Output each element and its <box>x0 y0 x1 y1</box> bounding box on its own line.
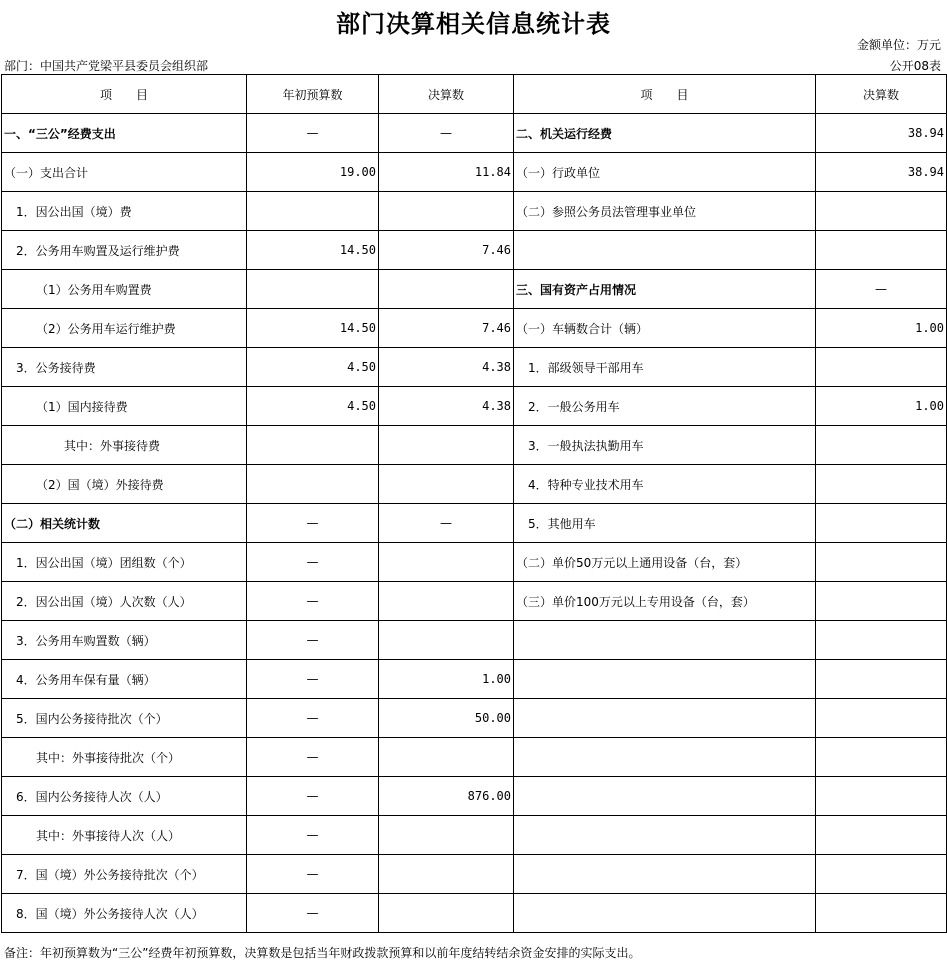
row-item-left: （1）公务用车购置费 <box>2 270 247 309</box>
row-final-right-value: 1.00 <box>816 309 947 348</box>
row-final-right-value <box>816 192 947 231</box>
row-item-left: 其中：外事接待费 <box>2 426 247 465</box>
table-row <box>2 582 947 621</box>
row-item-left: （二）相关统计数 <box>2 504 247 543</box>
table-row <box>2 387 947 426</box>
table-row <box>2 426 947 465</box>
table-row <box>2 894 947 933</box>
row-final-value <box>379 192 514 231</box>
row-final-value <box>379 465 514 504</box>
row-item-right <box>514 699 816 738</box>
row-budget-value: — <box>247 660 379 699</box>
row-final-value <box>379 426 514 465</box>
row-item-right: （一）行政单位 <box>514 153 816 192</box>
row-final-right-value <box>816 231 947 270</box>
row-budget-value: — <box>247 894 379 933</box>
row-final-right-value <box>816 738 947 777</box>
table-row <box>2 114 947 153</box>
row-item-right: （二）参照公务员法管理事业单位 <box>514 192 816 231</box>
row-item-left: 6．国内公务接待人次（人） <box>2 777 247 816</box>
row-final-value <box>379 855 514 894</box>
table-row <box>2 270 947 309</box>
row-final-right-value <box>816 855 947 894</box>
row-budget-value <box>247 270 379 309</box>
department-label: 部门：中国共产党梁平县委员会组织部 <box>4 59 209 73</box>
table-row <box>2 543 947 582</box>
row-item-right: 二、机关运行经费 <box>514 114 816 153</box>
table-row <box>2 816 947 855</box>
table-row <box>2 192 947 231</box>
row-final-right-value: 1.00 <box>816 387 947 426</box>
row-final-value <box>379 738 514 777</box>
row-final-value <box>379 270 514 309</box>
amount-unit: 金额单位：万元 <box>856 38 941 52</box>
row-item-left: 1．因公出国（境）团组数（个） <box>2 543 247 582</box>
row-item-right: 3．一般执法执勤用车 <box>514 426 816 465</box>
row-final-right-value <box>816 660 947 699</box>
row-final-value: 1.00 <box>379 660 514 699</box>
row-final-value: 7.46 <box>379 309 514 348</box>
row-final-value: — <box>379 114 514 153</box>
row-item-left: （1）国内接待费 <box>2 387 247 426</box>
row-item-left: 2．公务用车购置及运行维护费 <box>2 231 247 270</box>
row-final-value: 876.00 <box>379 777 514 816</box>
row-budget-value: — <box>247 777 379 816</box>
row-item-left: 其中：外事接待人次（人） <box>2 816 247 855</box>
row-item-left: 5．国内公务接待批次（个） <box>2 699 247 738</box>
row-budget-value: 14.50 <box>247 231 379 270</box>
row-item-left: 3．公务接待费 <box>2 348 247 387</box>
row-final-value: — <box>379 504 514 543</box>
row-final-right-value <box>816 582 947 621</box>
table-row <box>2 348 947 387</box>
table-row <box>2 855 947 894</box>
table-row <box>2 699 947 738</box>
row-item-right <box>514 855 816 894</box>
row-item-left: 3．公务用车购置数（辆） <box>2 621 247 660</box>
row-final-value <box>379 816 514 855</box>
row-final-value <box>379 543 514 582</box>
row-item-left: 8．国（境）外公务接待人次（人） <box>2 894 247 933</box>
row-final-right-value <box>816 621 947 660</box>
row-budget-value: — <box>247 621 379 660</box>
page-title: 部门决算相关信息统计表 <box>336 9 611 38</box>
form-code: 公开08表 <box>889 59 941 73</box>
row-item-left: 7．国（境）外公务接待批次（个） <box>2 855 247 894</box>
row-item-right <box>514 621 816 660</box>
header-item-left: 项 目 <box>2 75 247 114</box>
row-budget-value: — <box>247 504 379 543</box>
row-item-right: 1．部级领导干部用车 <box>514 348 816 387</box>
row-budget-value: 14.50 <box>247 309 379 348</box>
table-row <box>2 465 947 504</box>
row-item-left: （2）公务用车运行维护费 <box>2 309 247 348</box>
row-final-value: 4.38 <box>379 348 514 387</box>
row-final-value: 4.38 <box>379 387 514 426</box>
row-final-value <box>379 582 514 621</box>
row-item-left: 4．公务用车保有量（辆） <box>2 660 247 699</box>
row-item-right: 2．一般公务用车 <box>514 387 816 426</box>
header-budget: 年初预算数 <box>247 75 379 114</box>
row-item-right: 三、国有资产占用情况 <box>514 270 816 309</box>
row-budget-value: — <box>247 738 379 777</box>
row-item-right: （三）单价100万元以上专用设备（台，套） <box>514 582 816 621</box>
row-budget-value <box>247 465 379 504</box>
row-item-left: （一）支出合计 <box>2 153 247 192</box>
row-final-right-value: — <box>816 270 947 309</box>
statistics-table <box>1 74 947 933</box>
table-row <box>2 153 947 192</box>
row-final-right-value <box>816 426 947 465</box>
row-budget-value <box>247 192 379 231</box>
table-row <box>2 738 947 777</box>
table-row <box>2 309 947 348</box>
row-item-left: 1．因公出国（境）费 <box>2 192 247 231</box>
row-item-left: 一、“三公”经费支出 <box>2 114 247 153</box>
row-budget-value: — <box>247 114 379 153</box>
table-row <box>2 504 947 543</box>
row-item-right: 5．其他用车 <box>514 504 816 543</box>
row-final-right-value: 38.94 <box>816 114 947 153</box>
row-item-left: 其中：外事接待批次（个） <box>2 738 247 777</box>
row-final-value: 7.46 <box>379 231 514 270</box>
row-budget-value: — <box>247 543 379 582</box>
table-header-row <box>2 75 947 114</box>
header-item-right: 项 目 <box>514 75 816 114</box>
row-final-value: 11.84 <box>379 153 514 192</box>
row-item-right <box>514 816 816 855</box>
row-item-left: （2）国（境）外接待费 <box>2 465 247 504</box>
row-budget-value: — <box>247 582 379 621</box>
table-row <box>2 231 947 270</box>
header-final-right: 决算数 <box>816 75 947 114</box>
table-row <box>2 660 947 699</box>
row-final-right-value <box>816 699 947 738</box>
row-item-right <box>514 894 816 933</box>
row-final-value <box>379 894 514 933</box>
row-final-right-value <box>816 777 947 816</box>
row-final-right-value <box>816 816 947 855</box>
row-item-right <box>514 777 816 816</box>
row-final-right-value: 38.94 <box>816 153 947 192</box>
table-row <box>2 777 947 816</box>
row-budget-value: — <box>247 816 379 855</box>
row-item-right: （二）单价50万元以上通用设备（台，套） <box>514 543 816 582</box>
row-final-right-value <box>816 504 947 543</box>
row-final-right-value <box>816 465 947 504</box>
header-final: 决算数 <box>379 75 514 114</box>
row-final-right-value <box>816 894 947 933</box>
row-budget-value: 19.00 <box>247 153 379 192</box>
row-item-right <box>514 660 816 699</box>
row-budget-value: 4.50 <box>247 387 379 426</box>
row-budget-value: — <box>247 855 379 894</box>
row-final-value: 50.00 <box>379 699 514 738</box>
row-final-right-value <box>816 543 947 582</box>
row-budget-value: 4.50 <box>247 348 379 387</box>
footnote: 备注：年初预算数为“三公”经费年初预算数，决算数是包括当年财政拨款预算和以前年度结转结余资金安排的实际支出。 <box>4 946 641 960</box>
row-item-right <box>514 231 816 270</box>
row-final-value <box>379 621 514 660</box>
row-item-left: 2．因公出国（境）人次数（人） <box>2 582 247 621</box>
row-budget-value <box>247 426 379 465</box>
row-item-right: （一）车辆数合计（辆） <box>514 309 816 348</box>
row-final-right-value <box>816 348 947 387</box>
table-row <box>2 621 947 660</box>
row-item-right <box>514 738 816 777</box>
row-item-right: 4．特种专业技术用车 <box>514 465 816 504</box>
row-budget-value: — <box>247 699 379 738</box>
